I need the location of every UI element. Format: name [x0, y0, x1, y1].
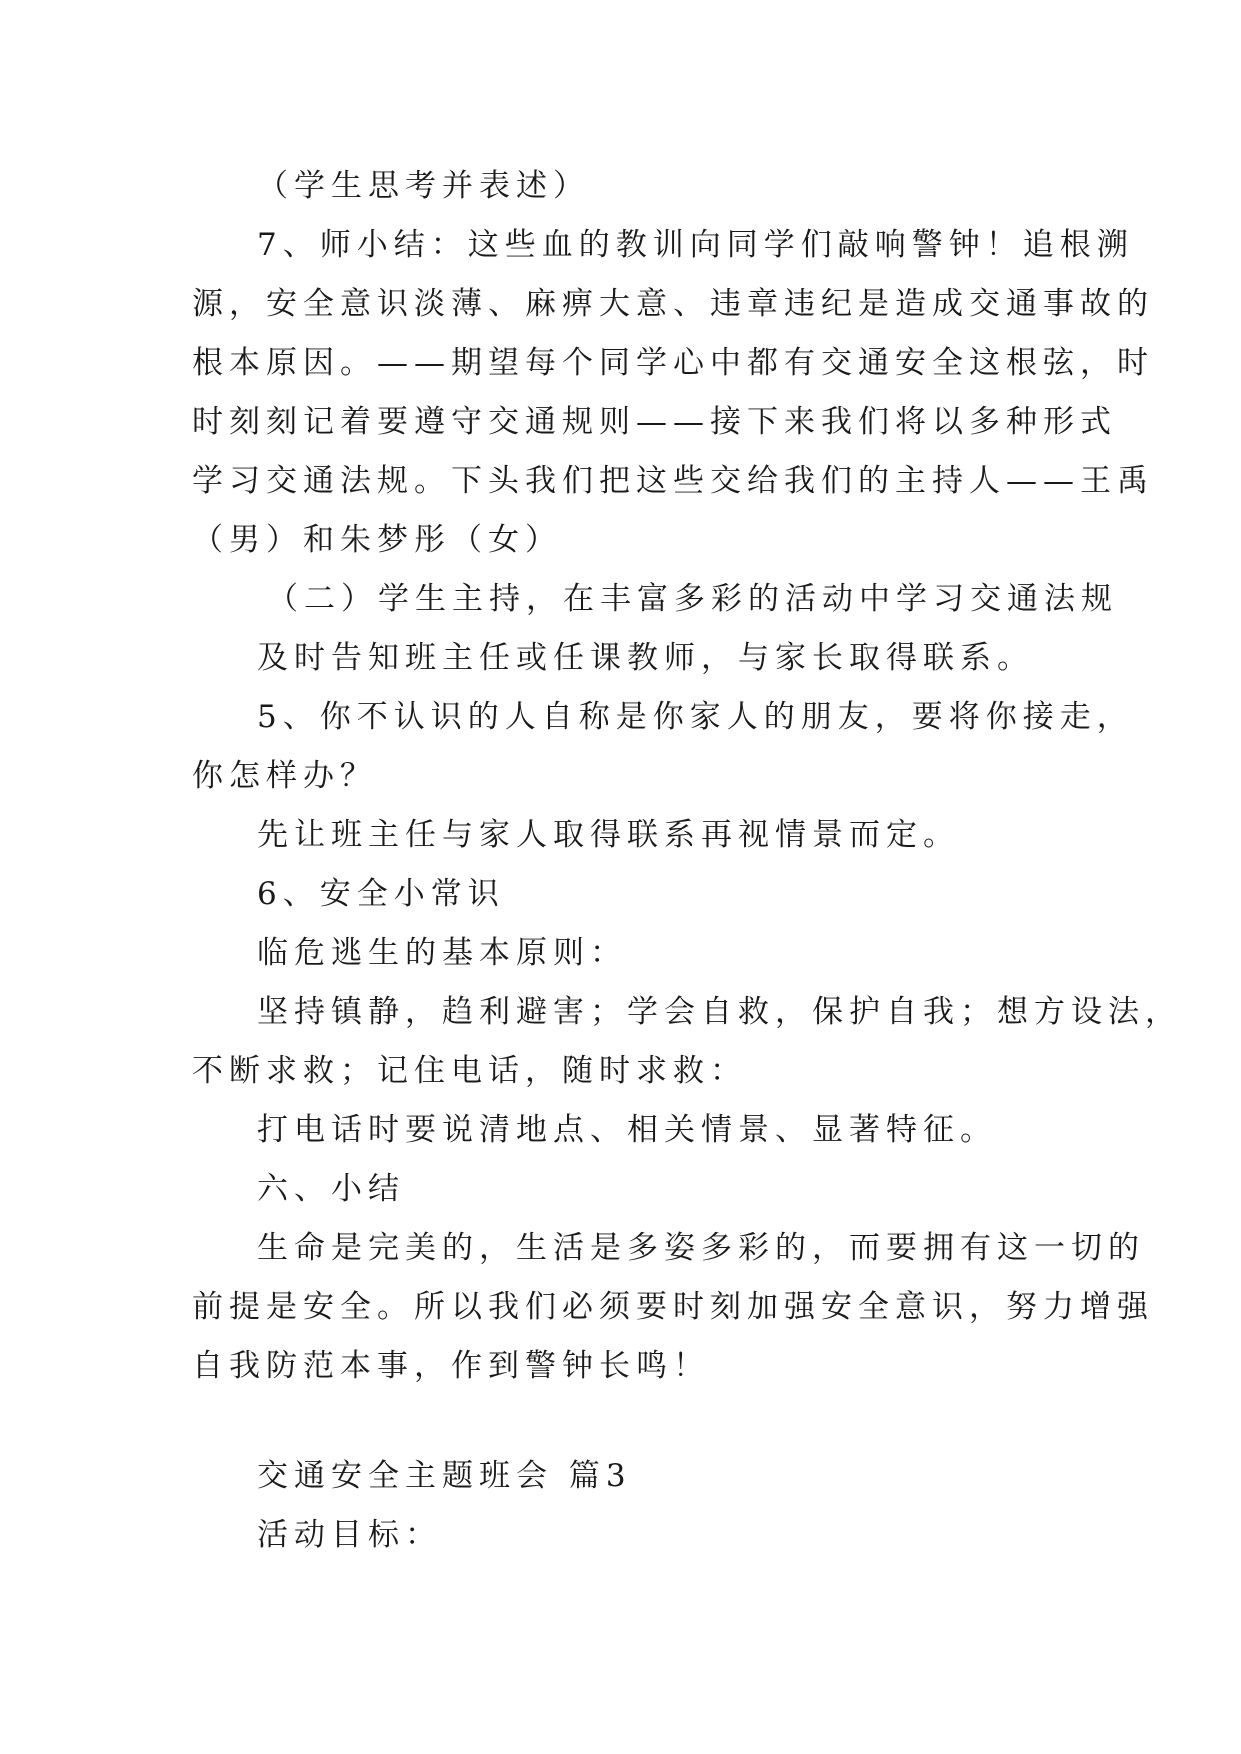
- text-line: 7、师小结：这些血的教训向同学们敲响警钟！追根溯: [257, 227, 1134, 263]
- text-line: 你怎样办？: [192, 758, 377, 794]
- text-line: 临危逃生的基本原则：: [257, 935, 627, 971]
- text-line: 打电话时要说清地点、相关情景、显著特征。: [257, 1112, 997, 1148]
- text-line: 5、你不认识的人自称是你家人的朋友，要将你接走，: [257, 699, 1134, 735]
- text-line: 前提是安全。所以我们必须要时刻加强安全意识，努力增强: [192, 1289, 1154, 1325]
- text-line: 及时告知班主任或任课教师，与家长取得联系。: [257, 640, 1034, 676]
- text-line: 源，安全意识淡薄、麻痹大意、违章违纪是造成交通事故的: [192, 286, 1154, 322]
- text-line: 自我防范本事，作到警钟长鸣！: [192, 1348, 710, 1384]
- text-line: 坚持镇静，趋利避害；学会自救，保护自我；想方设法，: [257, 994, 1182, 1030]
- text-line: 先让班主任与家人取得联系再视情景而定。: [257, 817, 960, 853]
- text-line: 学习交通法规。下头我们把这些交给我们的主持人——王禹: [192, 463, 1154, 499]
- text-line: 6、安全小常识: [257, 876, 505, 912]
- text-line: 根本原因。——期望每个同学心中都有交通安全这根弦，时: [192, 345, 1154, 381]
- section-heading: 交通安全主题班会 篇3: [257, 1458, 632, 1494]
- text-line: 生命是完美的，生活是多姿多彩的，而要拥有这一切的: [257, 1230, 1145, 1266]
- text-line: 时刻刻记着要遵守交通规则——接下来我们将以多种形式: [192, 404, 1117, 440]
- text-line: （学生思考并表述）: [257, 168, 590, 204]
- text-line: 六、小结: [257, 1171, 405, 1207]
- text-line: 活动目标：: [257, 1517, 442, 1553]
- text-line: 不断求救；记住电话，随时求救：: [192, 1053, 747, 1089]
- text-line: （男）和朱梦彤（女）: [192, 522, 562, 558]
- text-line: （二）学生主持，在丰富多彩的活动中学习交通法规: [267, 581, 1118, 617]
